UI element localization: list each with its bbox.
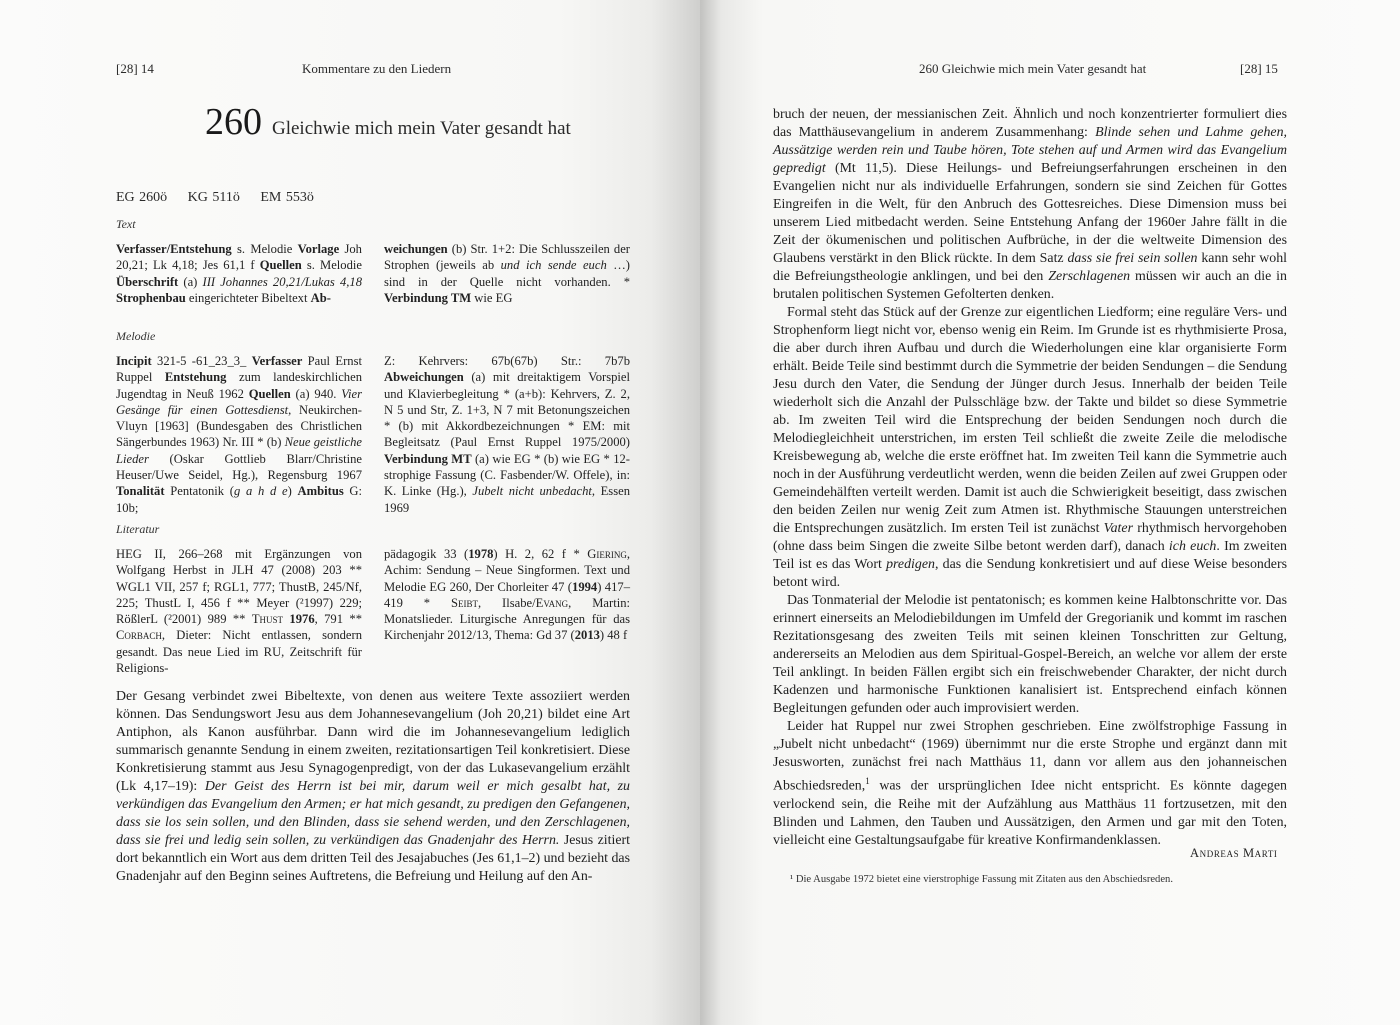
- running-head-left: Kommentare zu den Liedern: [302, 61, 452, 76]
- left-body-text: [116, 688, 630, 886]
- text-run: müssen wir auch an die in brutalen politischen Systemen Gefolterten denken.: [773, 269, 1287, 302]
- text-run: (Oskar Gottlieb Blarr/Christine Heuser/Uwe Seidel, Hg.), Regensburg 1967: [116, 451, 362, 483]
- bold-run: Tonalität: [116, 484, 165, 499]
- bold-run: Überschrift: [116, 274, 179, 289]
- text-run: . Im zweiten Teil ist es das Wort: [773, 539, 1287, 572]
- literatur-section-paragraph: [116, 546, 362, 676]
- text-section-col-right: [384, 241, 630, 306]
- bold-run: Entstehung: [164, 370, 227, 385]
- text-run: Pentatonik (: [164, 484, 235, 499]
- smallcaps-run: Evang: [535, 595, 569, 610]
- smallcaps-run: Giering: [587, 547, 627, 561]
- bold-run: Strophenbau: [116, 290, 186, 305]
- text-run: , Neukirchen-Vluyn [1963] (Bundesgaben des Christlichen Sängerbundes 1963) Nr. III * (b): [116, 402, 362, 450]
- italic-run: Blinde sehen und Lahme gehen, Aussätzige werden rein und Taube hören, Tote stehen auf und Armen wird das Evangelium gepredigt: [773, 125, 1287, 176]
- text-section-col-left: [116, 241, 362, 306]
- text-run: Jesus zitiert dort bekanntlich ein Wort aus dem dritten Teil des Jesajabuches (Jes 61,1–2) und bezieht das Gnadenjahr auf den Beginn seines Auftretens, die Befreiung und Heilung auf den An-: [116, 833, 631, 884]
- text-run: , Martin: Monatslieder. Liturgische Anregungen für das Kirchenjahr 2012/13, Thema: Gd 37 (: [384, 595, 630, 643]
- melodie-section-paragraph: [384, 353, 630, 516]
- melodie-section-col-right: [384, 353, 630, 516]
- bold-run: 1978: [468, 547, 494, 561]
- text-run: Der Gesang verbindet zwei Bibeltexte, von denen aus weitere Texte assoziiert werden können. Das Sendungswort Jesu aus dem Johannesevangelium (Joh 20,21) bildet eine Art Antiphon, als Kanon ausführbar. Dann wird die im Johannesevangelium lediglich summarisch genannte Sendung in einem zweiten, rezitationsartigen Teil konkretisiert. Diese Konkretisierung stammt aus Jesu Synagogenpredigt, von der das Lukasevangelium erzählt (Lk 4,17–19):: [116, 689, 630, 794]
- italic-run: Vier Gesänge für einen Gottesdienst: [116, 386, 363, 417]
- author-signature: Andreas Marti: [1190, 846, 1278, 860]
- page-number-right: [28] 15: [1240, 61, 1278, 76]
- text-section-paragraph: [384, 241, 630, 306]
- song-title: [205, 100, 571, 144]
- text-run: , Achim: Sendung – Neue Singformen. Text und Melodie EG 260, Der Chorleiter 47 (: [384, 547, 631, 594]
- body-paragraph: [773, 106, 1287, 304]
- text-run: HEG II, 266–268 mit Ergänzungen von Wolfgang Herbst in JLH 47 (2008) 203 ** WGL1 VII, 257 f; RGL1, 777; ThustB, 245/Nf, 225; ThustL I, 456 f ** Meyer (²1997) 229; RößlerL (²2001) 989 **: [116, 547, 362, 627]
- bold-run: Abweichungen: [384, 370, 464, 385]
- text-run: …) sind in der Quelle nicht vorhanden. *: [384, 258, 631, 289]
- bold-run: Ambitus: [297, 484, 344, 499]
- bold-run: 2013: [574, 628, 600, 643]
- bold-run: 1976: [289, 612, 315, 627]
- footnote-mark: 1: [865, 776, 870, 786]
- text-run: (Mt 11,5). Diese Heilungs- und Befreiungserfahrungen erscheinen in den Evangelien nicht nur als individuelle Erfahrungen, sondern sie sind Zeichen für Gottes Eingreifen in die Welt, für den Anbruch des Gottesreiches. Diese Dimension muss bei unserem Lied mitbedacht werden. Seine Entstehung Anfang der 1960er Jahre fällt in die Zeit der ökumenischen und politischen Aufbrüche, in der die weltweite Dimension des Glaubens verstärkt in den Blick rückte. In dem Satz: [773, 161, 1287, 266]
- text-run: eingerichteter Bibeltext: [185, 290, 311, 305]
- bold-run: Verbindung MT: [384, 451, 472, 466]
- text-run: , das die Sendung konkretisiert und auf diese Weise besonders betont wird.: [773, 557, 1287, 590]
- body-paragraph: [773, 718, 1287, 850]
- smallcaps-run: Seibt: [451, 595, 478, 610]
- text-run: was der ursprünglichen Idee nicht entspricht. Es könnte dagegen verlockend sein, die Reihe mit der Aufzählung aus Matthäus 11 fortzusetzen, mit den Blinden und Lahmen, den Tauben und Aussätzigen, den Armen und gar mit den Toten, vielleicht eine Gestaltungsaufgabe für kreative Konfirmandenklassen.: [773, 778, 1287, 848]
- text-run: Formal steht das Stück auf der Grenze zur eigentlichen Liedform; eine reguläre Vers- und Strophenform liegt nicht vor, ebenso wenig ein Reim. Im Grunde ist es rhythmisierte Prosa, die aber durch ihren Aufbau und durch die Wiederholungen eine klar organisierte Form erhält. Beide Teile sind bestimmt durch die Symmetrie der beiden Sendungen – die Sendung Jesu durch den Vater, die Sendung der Jünger durch Jesus. Innerhalb der beiden Teile wiederholt sich die Anzahl der Pulsschläge bzw. der Takte und bildet so diese Symmetrie ab. Im zweiten Teil wird die Entsprechung der beiden Sendungen noch durch die Melodiegleichheit unterstrichen, im ersten Teil schließt die zweite Zeile die melodische Kreisbewegung ab, welche die erste eröffnet hat. Im zweiten Teil kann die Symmetrie auch noch in der Ausführung verdeutlicht werden, wenn die beiden Zeilen auf zwei Gruppen oder Gemeindehälften verteilt werden. Damit ist auch die Schwierigkeit beseitigt, dass zwischen den beiden Zeilen nur wenig Zeit zum Atmen ist. Rhythmische Stauungen unterstreichen die Entsprechungen zusätzlich. Im ersten Teil ist zunächst: [773, 305, 1287, 536]
- text-run: ) 417–419 *: [384, 579, 630, 610]
- text-run: (a) 940.: [290, 386, 342, 401]
- text-run: 321-5 -61_23_3_: [151, 354, 252, 368]
- melodie-section-paragraph: [116, 353, 362, 516]
- song-title-text: Gleichwie mich mein Vater gesandt hat: [272, 118, 571, 139]
- bold-run: Vorlage: [297, 242, 340, 256]
- section-heading-literatur: Literatur: [116, 522, 160, 536]
- bold-run: Incipit: [116, 354, 152, 368]
- text-run: Das Tonmaterial der Melodie ist pentatonisch; es kommen keine Halbtonschritte vor. Das erinnert einerseits an Melodiebildungen im Umfeld der Gregorianik und kommt im raschen Rezitationsgesang des zweiten Teils mit seinen kleinen Tonschritten zur Geltung, andererseits an Melodien aus dem Spiritual-Gospel-Bereich, an welche vor allem der erste Teil anklingt. In beiden Fällen ergibt sich ein freischwebender Charakter, der nicht durch Kadenzen und harmonische Funktionen kanalisiert ist. Entsprechend einfach können Begleitungen gefunden oder auch improvisiert werden.: [773, 593, 1287, 716]
- literatur-section-col-left: [116, 546, 362, 676]
- song-number: 260: [205, 101, 262, 143]
- bold-run: Verfasser: [251, 354, 303, 368]
- text-run: kann sehr wohl die Befreiungstheologie anklingen, und bei den: [773, 251, 1288, 284]
- sigla-kg: KG 511ö: [187, 190, 240, 205]
- literatur-section-col-right: [384, 546, 630, 644]
- italic-run: g a h d e: [234, 484, 288, 499]
- text-run: Paul Ernst Ruppel: [116, 354, 362, 385]
- text-run: (a) mit dreitaktigem Vorspiel und Klavierbegleitung * (a+b): Kehrvers, Z. 2, N 5 und Str, Z. 1+3, N 7 mit Betonungszeichen * (b) mit Akkordbezeichnungen * EM: mit Begleitsatz (Paul Ernst Ruppel 1975/2000): [384, 370, 630, 450]
- bold-run: Verbindung TM: [384, 290, 472, 305]
- text-run: s. Melodie: [301, 258, 362, 273]
- text-run: bruch der neuen, der messianischen Zeit. Ähnlich und noch konzentrierter formuliert dies das Matthäusevangelium in anderem Zusammenhang:: [773, 107, 1287, 140]
- italic-run: III Johannes 20,21/Lukas 4,18: [202, 274, 362, 289]
- text-run: (a) wie EG * (b) wie EG * 12-strophige Fassung (C. Fasbender/W. Offele), in: K. Linke (Hg.),: [384, 451, 630, 499]
- italic-run: Vater: [1103, 521, 1133, 536]
- text-run: zum landeskirchlichen Jugendtag in Neuß 1962: [116, 370, 362, 401]
- page-number-left: [28] 14: [116, 61, 154, 76]
- text-run: s. Melodie: [231, 242, 298, 256]
- text-run: (a): [178, 274, 203, 289]
- text-run: (b) Str. 1+2: Die Schlusszeilen der Strophen (jeweils ab: [384, 242, 630, 273]
- italic-run: predigen: [886, 557, 935, 572]
- text-run: , Ilsabe/: [478, 595, 536, 610]
- italic-run: dass sie frei sein sollen: [1067, 251, 1198, 266]
- italic-run: Zerschlagenen: [1048, 269, 1131, 284]
- text-run: rhythmisch hervorgehoben (ohne dass beim Singen die zweite Silbe betont werden darf), danach: [773, 521, 1287, 554]
- bold-run: 1994: [572, 579, 598, 594]
- italic-run: Der Geist des Herrn ist bei mir, darum weil er mich gesalbt hat, zu verkündigen das Evangelium den Armen; er hat mich gesandt, zu predigen den Gefangenen, dass sie los sein sollen, und den Blinden, dass sie sehend werden, und den Zerschlagenen, dass sie frei und ledig sein sollen, zu verkündigen das Gnadenjahr des Herrn.: [116, 779, 630, 848]
- bold-run: Quellen: [248, 386, 291, 401]
- text-run: ) H. 2, 62 f *: [493, 547, 588, 561]
- bold-run: Ab-: [310, 290, 331, 305]
- text-run: , 791 **: [314, 612, 362, 627]
- body-paragraph: [773, 304, 1287, 592]
- text-run: Z: Kehrvers: 67b(67b) Str.: 7b7b: [384, 354, 630, 368]
- text-run: wie EG: [471, 290, 513, 305]
- italic-run: ich euch: [1168, 539, 1217, 554]
- bold-run: weichungen: [384, 242, 448, 256]
- text-run: Leider hat Ruppel nur zwei Strophen geschrieben. Eine zwölfstrophige Fassung in „Jubelt nicht unbedacht“ (1969) übernimmt nur die erste Strophe und ergänzt dann mit Jesusworten, zunächst frei nach Matthäus 11, dann vor allem aus den johanneischen Abschiedsreden,: [773, 719, 1287, 794]
- text-run: , Dieter: Nicht entlassen, sondern gesandt. Das neue Lied im RU, Zeitschrift für Religions-: [116, 628, 362, 676]
- bold-run: Verfasser/Entstehung: [116, 242, 232, 256]
- text-run: ): [287, 484, 298, 499]
- smallcaps-run: Thust: [251, 612, 284, 627]
- hymnal-references: [116, 190, 330, 206]
- melodie-section-col-left: [116, 353, 362, 516]
- bold-run: Quellen: [259, 258, 302, 273]
- text-run: pädagogik 33 (: [384, 547, 469, 561]
- literatur-section-paragraph: [384, 546, 630, 644]
- text-run: , Essen 1969: [384, 484, 630, 515]
- text-run: G: 10b;: [116, 484, 363, 515]
- smallcaps-run: Corbach: [116, 628, 162, 643]
- running-head-right: 260 Gleichwie mich mein Vater gesandt hat: [919, 61, 1147, 76]
- text-section-paragraph: [116, 241, 362, 306]
- body-paragraph: [116, 688, 630, 886]
- footnote: ¹ Die Ausgabe 1972 bietet eine vierstrophige Fassung mit Zitaten aus den Abschiedsreden.: [790, 874, 1173, 885]
- sigla-eg: EG 260ö: [116, 190, 168, 205]
- italic-run: Jubelt nicht unbedacht: [472, 484, 592, 499]
- text-run: ) 48 f: [599, 628, 628, 643]
- sigla-em: EM 553ö: [260, 190, 314, 205]
- text-run: Joh 20,21; Lk 4,18; Jes 61,1 f: [116, 242, 362, 273]
- body-paragraph: [773, 592, 1287, 718]
- italic-run: und ich sende euch: [500, 258, 607, 273]
- section-heading-melodie: Melodie: [116, 329, 156, 343]
- right-body-text: [773, 106, 1287, 850]
- italic-run: Neue geistliche Lieder: [116, 435, 362, 466]
- section-heading-text: Text: [116, 217, 136, 231]
- right-page: [700, 0, 1400, 1025]
